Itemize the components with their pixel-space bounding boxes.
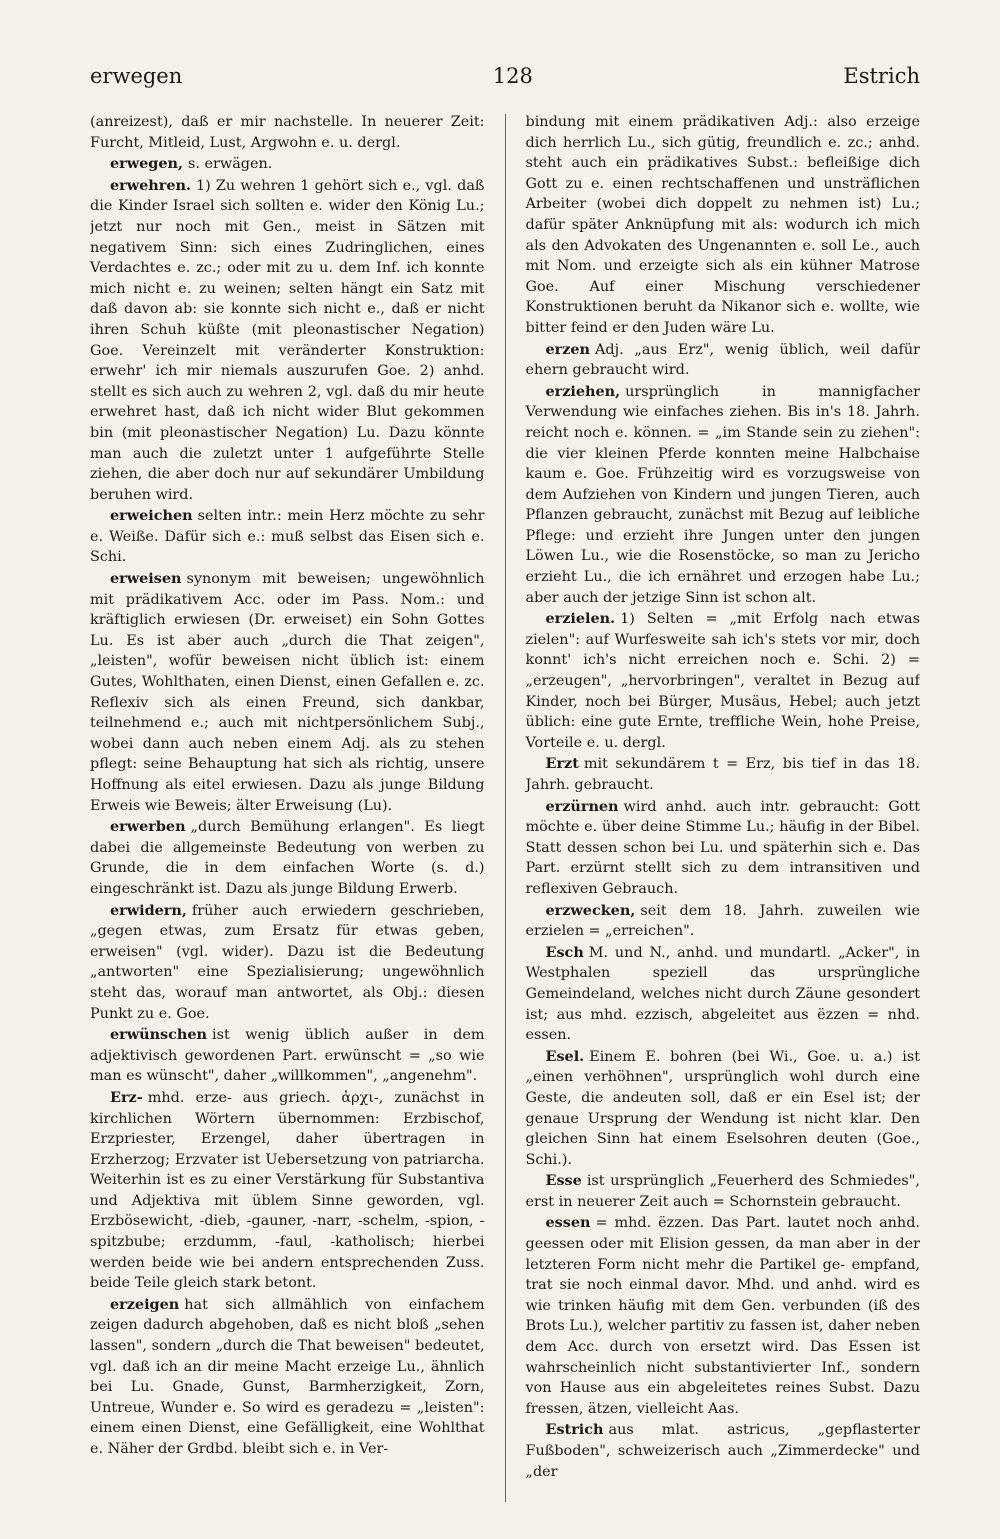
entry-headword: erzwecken, bbox=[545, 901, 636, 919]
dictionary-entry bbox=[525, 382, 920, 609]
entry-headword: erweisen bbox=[110, 570, 182, 588]
entry-text: Adj. „aus Erz", wenig üblich, weil dafür ehern gebraucht wird. bbox=[525, 341, 920, 379]
entry-text: s. erwägen. bbox=[187, 156, 273, 173]
dictionary-entry bbox=[90, 1025, 485, 1087]
dictionary-entry bbox=[525, 340, 920, 381]
entry-headword: erzeigen bbox=[110, 1295, 180, 1313]
entry-text: bindung mit einem prädikativen Adj.: also erzeige dich herrlich Lu., sich gütig, freundlich e. zc.; anhd. steht auch ein prädikatives Subst.: befleißige dich Gott zu e. einen rechtschaffenen und unsträflichen Arbeiter (wobei dich doppelt zu nehmen ist) Lu.; dafür später Anknüpfung mit als: wodurch ich mich als den Advokaten des Ungenannten e. soll Le., auch mit Nom. und erzeigte sich als ein kühner Matrose Goe. Auf einer Mischung verschiedener Konstruktionen beruht da Nikanor sich e. wollte, wie bitter feind er den Juden wäre Lu. bbox=[525, 114, 920, 336]
dictionary-entry bbox=[525, 943, 920, 1046]
entry-headword: erziehen, bbox=[545, 382, 621, 400]
entry-headword: erweichen bbox=[110, 507, 193, 525]
page-number: 128 bbox=[492, 64, 533, 88]
entry-text: (anreizest), daß er mir nachstelle. In neuerer Zeit: Furcht, Mitleid, Lust, Argwohn e. u. dergl. bbox=[90, 114, 485, 151]
entry-text: Einem E. bohren (bei Wi., Goe. u. a.) ist „einen verhöhnen", ursprünglich wohl durch eine Geste, die andeuten soll, daß er ein Esel ist; der genaue Ursprung der Wendung ist nicht klar. Den gleichen Sinn hat einem Eselsohren deuten (Goe., Schi.). bbox=[525, 1048, 920, 1168]
dictionary-entry bbox=[90, 176, 485, 506]
right-column bbox=[525, 112, 920, 1502]
dictionary-entry bbox=[90, 154, 485, 175]
entry-text: ist ursprünglich „Feuerherd des Schmiedes", erst in neuerer Zeit auch = Schornstein gebraucht. bbox=[525, 1173, 920, 1210]
entry-headword: Estrich bbox=[545, 1421, 604, 1439]
dictionary-entry bbox=[525, 1420, 920, 1482]
entry-headword: Erz- bbox=[110, 1088, 143, 1106]
head-right-word: Estrich bbox=[843, 64, 920, 88]
entry-text: mit sekundärem t = Erz, bis tief in das 18. Jahrh. gebraucht. bbox=[525, 756, 920, 793]
column-rule bbox=[505, 114, 506, 1502]
entry-headword: erzielen. bbox=[545, 610, 616, 628]
head-left-word: erwegen bbox=[90, 64, 183, 88]
entry-text: mhd. erze- aus griech. ἀρχι-, zunächst in kirchlichen Wörtern übernommen: Erzbischof, Erzpriester, Erzengel, daher übertragen in Erzherzog; Erzvater ist Uebersetzung von patriarcha. Weiterhin ist es zu einer Verstärkung für Substantiva und Adjektiva mit üblem Sinne geworden, vgl. Erzbösewicht, -dieb, -gauner, -narr, -schelm, -spion, -spitzbube; erzdumm, -faul, -katholisch; hierbei werden beide wie bei andern entsprechenden Zuss. beide Teile gleich stark betont. bbox=[90, 1089, 485, 1292]
dictionary-entry bbox=[525, 1213, 920, 1419]
entry-headword: erwidern, bbox=[110, 901, 187, 919]
entry-text: = mhd. ëzzen. Das Part. lautet noch anhd. geessen oder mit Elision gessen, da man aber in der letzteren Form nicht mehr die Partikel ge- empfand, trat sie noch einmal davor. Mhd. und anhd. wird es wie trinken häufig mit dem Gen. verbunden (iß des Brots Lu.), welcher partitiv zu fassen ist, daher neben dem Acc. durch von ersetzt wird. Das Essen ist wahrscheinlich nicht substantivierter Inf., sondern von Hause aus ein abgeleitetes reines Subst. Dazu fressen, ätzen, vielleicht Aas. bbox=[525, 1215, 920, 1417]
entry-text: synonym mit beweisen; ungewöhnlich mit prädikativem Acc. oder im Pass. Nom.: und kräftiglich erwiesen (Dr. erweiset) ein Sohn Gottes Lu. Es ist aber auch „durch die That zeigen", „leisten", wofür beweisen nicht üblich ist: einem Gutes, Wohlthaten, einen Dienst, einen Gefallen e. zc. Reflexiv sich als einen Freund, sich dankbar, teilnehmend e.; auch mit nichtpersönlichem Subj., wobei dann auch neben einem Adj. als zu stehen pflegt: seine Behauptung hat sich als richtig, unsere Hoffnung als eitel erwiesen. Dazu als junge Bildung Erweis wie Beweis; älter Erweisung (Lu). bbox=[90, 571, 485, 814]
entry-headword: erzürnen bbox=[545, 797, 619, 815]
entry-headword: erzen bbox=[545, 340, 591, 358]
left-column bbox=[90, 112, 485, 1502]
entry-headword: erwegen, bbox=[110, 155, 183, 173]
entry-text: wird anhd. auch intr. gebraucht: Gott möchte e. über deine Stimme Lu.; häufig in der Bibel. Statt dessen schon bei Lu. und späterhin sich e. Das Part. erzürnt stellt sich zu dem intransitiven und reflexiven Gebrauch. bbox=[525, 798, 920, 897]
dictionary-entry bbox=[525, 112, 920, 339]
dictionary-entry bbox=[90, 1295, 485, 1460]
entry-text: aus mlat. astricus, „gepflasterter Fußboden", schweizerisch auch „Zimmerdecke" und „der bbox=[525, 1422, 920, 1480]
dictionary-entry bbox=[525, 797, 920, 900]
entry-text: selten intr.: mein Herz möchte zu sehr e. Weiße. Dafür sich e.: muß selbst das Eisen sich e. Schi. bbox=[90, 508, 485, 566]
dictionary-entry bbox=[90, 1088, 485, 1294]
dictionary-entry bbox=[525, 901, 920, 942]
entry-headword: erwehren. bbox=[110, 176, 191, 194]
dictionary-entry bbox=[525, 1171, 920, 1212]
entry-headword: essen bbox=[545, 1214, 591, 1232]
entry-text: hat sich allmählich von einfachem zeigen dadurch abgehoben, daß es nicht bloß „sehen lassen", sondern „durch die That beweisen" bedeutet, vgl. daß ich an dir meine Macht erzeige Lu., ähnlich bei Lu. Gnade, Gunst, Barmherzigkeit, Zorn, Untreue, Wunder e. So wird es geradezu = „leisten": einem einen Dienst, eine Gefälligkeit, eine Wohlthat e. Näher der Grdbd. bleibt sich e. in Ver- bbox=[90, 1296, 485, 1457]
entry-text: 1) Selten = „mit Erfolg nach etwas zielen": auf Wurfesweite sah ich's stets vor mir, doch konnt' ich's nicht erreichen noch e. Schi. 2) = „erzeugen", „hervorbringen", veraltet in Bezug auf Kinder, noch bei Bürger, Musäus, Hebel; auch jetzt üblich: eine gute Ernte, treffliche Wein, hohe Preise, Vorteile e. u. dergl. bbox=[525, 611, 920, 751]
entry-text: ursprünglich in mannigfacher Verwendung wie einfaches ziehen. Bis in's 18. Jahrh. reicht noch e. können. = „im Stande sein zu ziehen": die vier kleinen Pferde konnten meine Halbchaise kaum e. Goe. Frühzeitig wird es vorzugsweise von dem Aufziehen von Kindern und jungen Tieren, auch Pflanzen gebraucht, zunächst mit Bezug auf leibliche Pflege: und erzieht ihre Jungen unter den jungen Löwen Lu., wie die Rosenstöcke, so man zu Jericho erzieht Lu., die ich ernähret und erzogen habe Lu.; aber auch der jetzige Sinn ist schon alt. bbox=[525, 383, 920, 606]
entry-headword: Erzt bbox=[545, 755, 579, 773]
entry-headword: erwerben bbox=[110, 818, 186, 836]
entry-headword: Esse bbox=[545, 1172, 582, 1190]
entry-headword: Esch bbox=[545, 943, 584, 961]
dictionary-entry bbox=[90, 569, 485, 816]
entry-text: ist wenig üblich außer in dem adjektivisch gewordenen Part. erwünscht = „so wie man es wünscht", daher „willkommen", „angenehm". bbox=[90, 1027, 485, 1085]
dictionary-entry bbox=[90, 506, 485, 568]
entry-text: „durch Bemühung erlangen". Es liegt dabei die allgemeinste Bedeutung von werben zu Grunde, die in dem einfachen Worte (s. d.) eingeschränkt ist. Dazu als junge Bildung Erwerb. bbox=[90, 819, 485, 897]
dictionary-entry bbox=[525, 754, 920, 795]
entry-text: seit dem 18. Jahrh. zuweilen wie erzielen = „erreichen". bbox=[525, 902, 920, 940]
dictionary-entry bbox=[525, 1047, 920, 1171]
entry-headword: Esel. bbox=[545, 1047, 585, 1065]
dictionary-entry bbox=[90, 112, 485, 153]
text-columns bbox=[90, 112, 920, 1502]
entry-text: M. und N., anhd. und mundartl. „Acker", in Westphalen speziell das ursprüngliche Gemeindeland, welches nicht durch Zäune gesondert ist; aus mhd. ezzisch, abgeleitet aus ëzzen = nhd. essen. bbox=[525, 944, 920, 1044]
dictionary-entry bbox=[90, 817, 485, 899]
dictionary-entry bbox=[90, 901, 485, 1025]
entry-text: früher auch erwiedern geschrieben, „gegen etwas, zum Ersatz für etwas geben, erweisen" (vgl. wider). Dazu ist die Bedeutung „antworten" eine Spezialisierung; ungewöhnlich steht das, worauf man antwortet, als Obj.: diesen Punkt zu e. Goe. bbox=[90, 902, 485, 1022]
entry-headword: erwünschen bbox=[110, 1026, 207, 1044]
entry-text: 1) Zu wehren 1 gehört sich e., vgl. daß die Kinder Israel sich sollten e. wider den König Lu.; jetzt nur noch mit Gen., meist in Sätzen mit negativem Sinn: sich eines Zudringlichen, eines Verdachtes e. zc.; oder mit zu u. dem Inf. ich konnte mich nicht e. zu weinen; selten hängt ein Satz mit daß davon ab: sie konnte sich nicht e., daß er nicht ihren Schuh küßte (mit pleonastischer Negation) Goe. Vereinzelt mit veränderter Konstruktion: erwehr' ich mir niemals auszurufen Goe. 2) anhd. stellt es sich auch zu wehren 2, vgl. daß du mir heute erwehret hast, daß ich nicht wider Blut gekommen bin (mit pleonastischer Negation) Lu. Dazu könnte man auch die zuletzt unter 1 aufgeführte Stelle ziehen, die aber doch nur auf sekundärer Umbildung beruhen wird. bbox=[90, 177, 485, 503]
dictionary-entry bbox=[525, 609, 920, 753]
running-head bbox=[90, 64, 920, 88]
